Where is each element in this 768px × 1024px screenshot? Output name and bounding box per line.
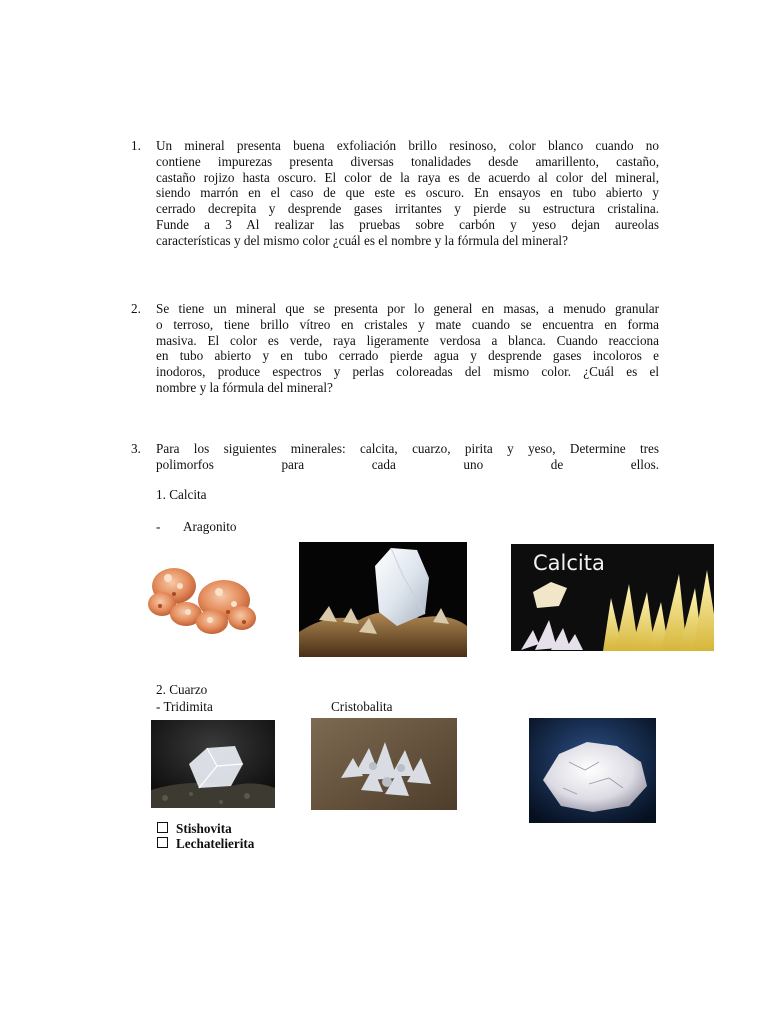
question-line: en tubo abierto y en tubo cerrado pierde agua y desprende gases incoloros e (156, 348, 659, 364)
cristobalita-label: Cristobalita (331, 699, 393, 714)
question-line: contiene impurezas presenta diversas tonalidades desde amarillento, castaño, (156, 153, 659, 169)
checkbox-icon (157, 837, 168, 848)
question-line: inodoros, produce espectros y perlas coloreadas del mismo color. ¿Cuál es el (156, 364, 659, 380)
question-line: polimorfos para cada uno de ellos. (156, 456, 659, 472)
checklist-label: Lechatelierita (176, 836, 255, 851)
question-number: 3. (131, 441, 141, 456)
question-line: cerrado decrepita y desprende gases irritantes y pierde su estructura cristalina. (156, 201, 659, 217)
question-text (156, 301, 659, 396)
question-line: Funde a 3 Al realizar las pruebas sobre carbón y yeso dejan aureolas (156, 216, 659, 232)
checklist-item (157, 836, 254, 851)
question-line: Un mineral presenta buena exfoliación brillo resinoso, color blanco cuando no (156, 138, 659, 153)
question-line: castaño rojizo hasta oscuro. El color de la raya es de acuerdo al color del mineral, (156, 169, 659, 185)
cuarzo-heading: 2. Cuarzo (156, 682, 208, 697)
question-text (156, 138, 659, 249)
calcita-photo-label: Calcita (533, 551, 605, 575)
calcite-crystal-photo (299, 542, 467, 657)
question-line: o terroso, tiene brillo vítreo en cristales y mate cuando se encuentra en forma (156, 316, 659, 332)
question-line: Se tiene un mineral que se presenta por lo general en masas, a menudo granular (156, 301, 659, 316)
question-number: 2. (131, 301, 141, 316)
cristobalite-photo (311, 718, 457, 810)
question-line: siendo marrón en el caso de que este es oscuro. En ensayos en tubo abierto y (156, 185, 659, 201)
question-line: nombre y la fórmula del mineral? (156, 379, 333, 395)
aragonite-photo (144, 556, 262, 642)
question-line: Para los siguientes minerales: calcita, cuarzo, pirita y yeso, Determine tres (156, 441, 659, 456)
dash-bullet: - (156, 519, 161, 534)
checklist-label: Stishovita (176, 821, 232, 836)
question-text (156, 441, 659, 473)
question-line: características y del mismo color ¿cuál es el nombre y la fórmula del mineral? (156, 232, 568, 248)
checkbox-icon (157, 822, 168, 833)
tridymite-photo (151, 720, 275, 808)
white-mineral-photo (529, 718, 656, 823)
tridimita-label: - Tridimita (156, 699, 213, 714)
question-number: 1. (131, 138, 141, 153)
calcita-heading: 1. Calcita (156, 487, 207, 502)
checklist-item (157, 821, 232, 836)
calcita-labeled-photo (511, 544, 714, 651)
aragonito-label: Aragonito (183, 519, 237, 534)
question-line: masiva. El color es verde, raya ligeramente verdosa a blanca. Cuando reacciona (156, 332, 659, 348)
